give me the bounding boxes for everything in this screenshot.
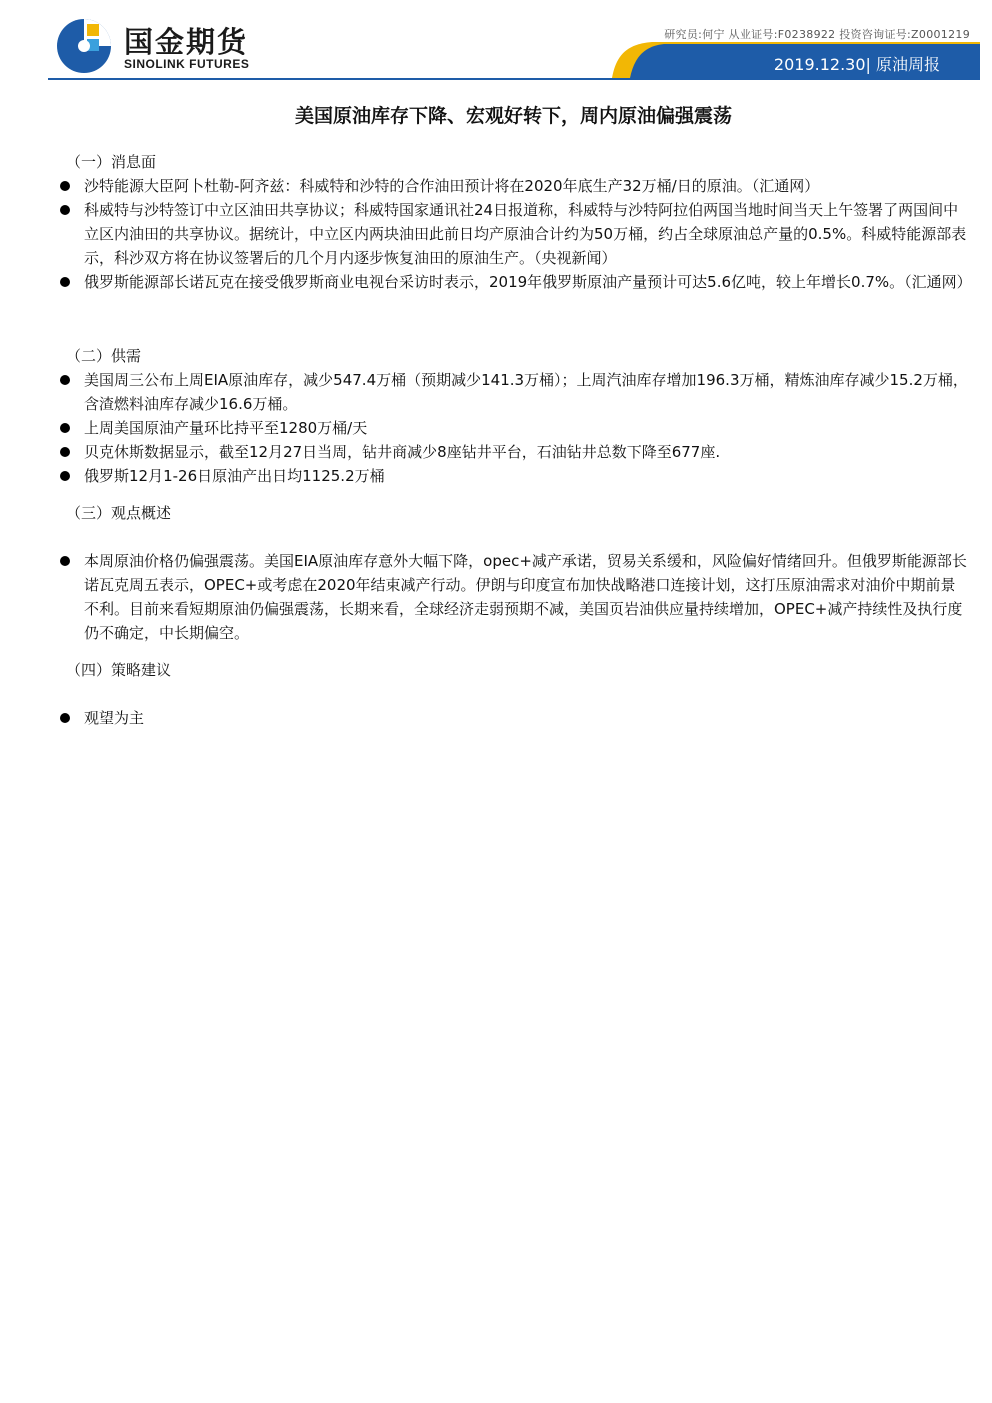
list-item: [60, 440, 968, 464]
bullet-icon: [60, 277, 70, 287]
section-strategy: [60, 658, 968, 730]
spacer: [60, 294, 968, 344]
list-item: [60, 549, 968, 645]
report-date-type: 2019.12.30| 原油周报: [773, 55, 940, 74]
list-item-text: 观望为主: [84, 709, 145, 727]
spacer: [60, 645, 968, 658]
list-item-text: 沙特能源大臣阿卜杜勒-阿齐兹：科威特和沙特的合作油田预计将在2020年底生产32万桶/日的原油。（汇通网）: [84, 177, 820, 195]
bullet-icon: [60, 423, 70, 433]
section-heading: （三）观点概述: [66, 504, 172, 522]
list-item: [60, 464, 968, 488]
list-item: [60, 174, 968, 198]
bullet-icon: [60, 375, 70, 385]
spacer: [60, 525, 968, 549]
brand-name-en: SINOLINK FUTURES: [124, 57, 250, 71]
page-header: [0, 0, 992, 82]
section-heading: （四）策略建议: [66, 661, 172, 679]
bullet-list: [60, 368, 968, 488]
list-item-text: 贝克休斯数据显示，截至12月27日当周，钻井商减少8座钻井平台，石油钻井总数下降至677座.: [84, 443, 721, 461]
bullet-icon: [60, 205, 70, 215]
bullet-icon: [60, 556, 70, 566]
list-item-text: 俄罗斯能源部长诺瓦克在接受俄罗斯商业电视台采访时表示，2019年俄罗斯原油产量预计可达5.6亿吨，较上年增长0.7%。（汇通网）: [84, 273, 972, 291]
sinolink-logo-icon: [56, 18, 112, 74]
list-item-text: 上周美国原油产量环比持平至1280万桶/天: [84, 419, 368, 437]
bullet-icon: [60, 713, 70, 723]
list-item-text: 本周原油价格仍偏强震荡。美国EIA原油库存意外大幅下降，opec+减产承诺，贸易关系缓和，风险偏好情绪回升。但俄罗斯能源部长诺瓦克周五表示，OPEC+或考虑在2020年结束减产行动。伊朗与印度宣布加快战略港口连接计划，这打压原油需求对油价中期前景不利。目前来看短期原油仍偏强震荡，长期来看，全球经济走弱预期不减，美国页岩油供应量持续增加，OPEC+减产持续性及执行度仍不确定，中长期偏空。: [84, 552, 967, 642]
list-item: [60, 270, 972, 294]
document-title: 美国原油库存下降、宏观好转下，周内原油偏强震荡: [294, 105, 732, 127]
list-item: [60, 198, 968, 270]
section-heading: （一）消息面: [66, 153, 157, 171]
list-item-text: 美国周三公布上周EIA原油库存，减少547.4万桶（预期减少141.3万桶）；上周汽油库存增加196.3万桶，精炼油库存减少15.2万桶，含渣燃料油库存减少16.6万桶。: [84, 371, 968, 413]
analyst-credential: 研究员:何宁 从业证号:F0238922 投资咨询证号:Z0001219: [664, 28, 970, 41]
list-item-text: 俄罗斯12月1-26日原油产出日均1125.2万桶: [84, 467, 385, 485]
section-outlook: [60, 501, 968, 645]
header-divider: [48, 78, 980, 80]
list-item: [60, 368, 968, 416]
list-item: [60, 706, 968, 730]
section-supply-demand: [60, 344, 968, 488]
bullet-icon: [60, 181, 70, 191]
report-body: [60, 150, 972, 730]
spacer: [60, 682, 968, 706]
brand-name-cn: 国金期货: [124, 25, 249, 59]
bullet-list: [60, 706, 968, 730]
list-item: [60, 416, 968, 440]
bullet-icon: [60, 471, 70, 481]
section-heading: （二）供需: [66, 347, 142, 365]
section-news: [60, 150, 972, 294]
bullet-list: [60, 174, 972, 294]
spacer: [60, 488, 968, 501]
bullet-icon: [60, 447, 70, 457]
list-item-text: 科威特与沙特签订中立区油田共享协议；科威特国家通讯社24日报道称，科威特与沙特阿拉伯两国当地时间当天上午签署了两国间中立区内油田的共享协议。据统计，中立区内两块油田此前日均产原油合计约为50万桶，约占全球原油总产量的0.5%。科威特能源部表示，科沙双方将在协议签署后的几个月内逐步恢复油田的原油生产。（央视新闻）: [84, 201, 967, 267]
bullet-list: [60, 549, 968, 645]
